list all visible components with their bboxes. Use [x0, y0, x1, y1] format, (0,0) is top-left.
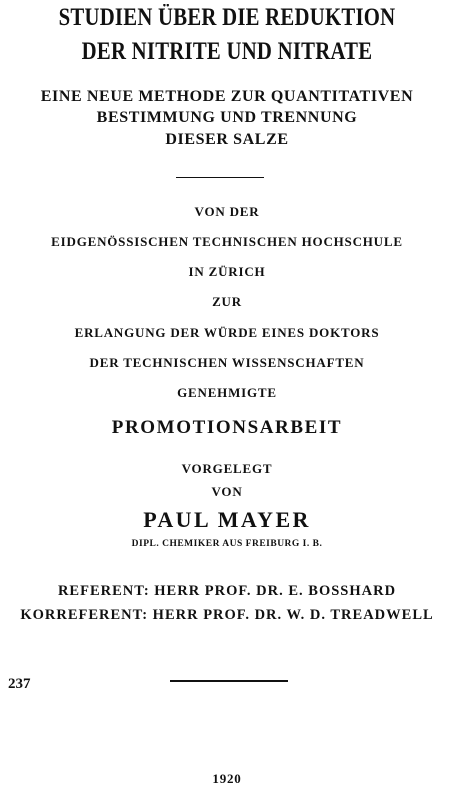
- author-name: PAUL MAYER: [143, 507, 311, 532]
- author-credentials: DIPL. CHEMIKER AUS FREIBURG I. B.: [131, 539, 323, 549]
- presented-line-1: VORGELEGT: [181, 461, 273, 476]
- divider-bottom: [170, 680, 288, 682]
- korreferent: KORREFERENT: HERR PROF. DR. W. D. TREADWELL: [20, 607, 434, 623]
- institution-line-3: IN ZÜRICH: [188, 264, 266, 279]
- work-type: PROMOTIONSARBEIT: [111, 417, 343, 438]
- subtitle-line-2: BESTIMMUNG UND TRENNUNG: [96, 109, 358, 126]
- title-line-2: DER NITRITE UND NITRATE: [81, 38, 373, 65]
- divider-top: [176, 177, 264, 178]
- institution-line-5: ERLANGUNG DER WÜRDE EINES DOKTORS: [74, 325, 380, 340]
- institution-line-4: ZUR: [212, 294, 242, 309]
- presented-line-2: VON: [211, 484, 243, 499]
- year: 1920: [212, 771, 242, 786]
- referent: REFERENT: HERR PROF. DR. E. BOSSHARD: [57, 583, 397, 599]
- subtitle-line-1: EINE NEUE METHODE ZUR QUANTITATIVEN: [40, 88, 414, 105]
- title-line-1: STUDIEN ÜBER DIE REDUKTION: [58, 4, 396, 31]
- catalog-number: 237: [8, 676, 31, 692]
- institution-line-6: DER TECHNISCHEN WISSENSCHAFTEN: [89, 355, 365, 370]
- institution-line-7: GENEHMIGTE: [177, 385, 277, 400]
- institution-line-1: VON DER: [194, 204, 260, 219]
- subtitle-line-3: DIESER SALZE: [165, 131, 289, 148]
- institution-line-2: EIDGENÖSSISCHEN TECHNISCHEN HOCHSCHULE: [51, 234, 403, 249]
